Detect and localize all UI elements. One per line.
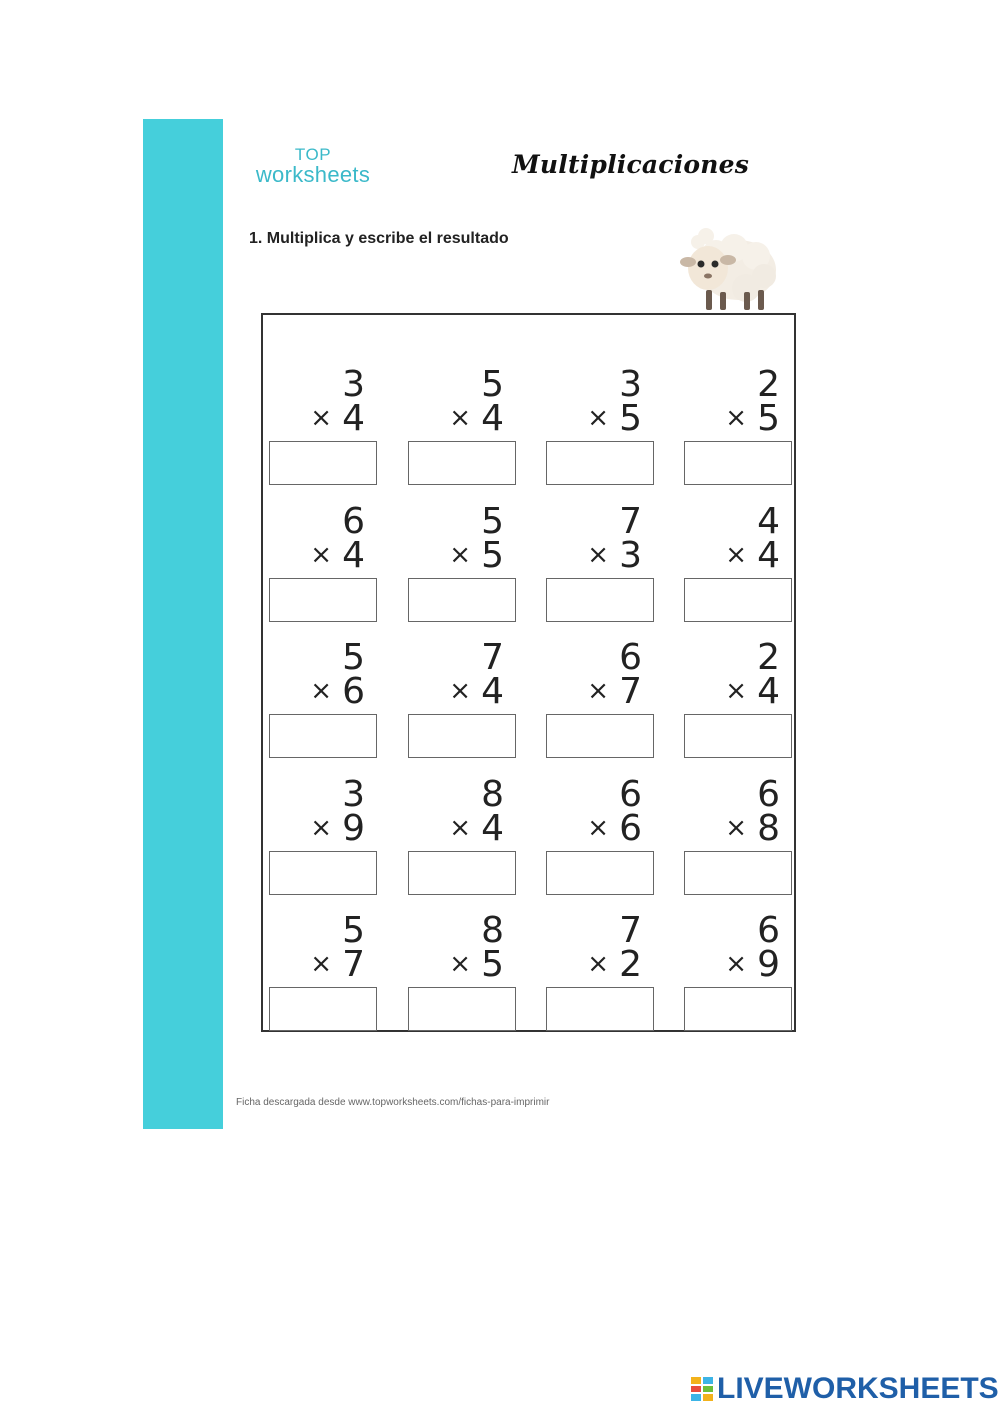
multiplier-row — [414, 671, 504, 712]
answer-input[interactable] — [684, 987, 792, 1031]
multiplicand: 5 — [481, 364, 504, 405]
multiplier: 8 — [757, 808, 780, 849]
footer-source: Ficha descargada desde www.topworksheets.com/fichas-para-imprimir — [236, 1097, 550, 1108]
times-sign: × — [310, 813, 333, 843]
multiplication-problem — [408, 452, 528, 582]
multiplication-problem — [546, 315, 666, 445]
multiplier-row — [690, 944, 780, 985]
multiplication-problem — [546, 588, 666, 718]
sheep-illustration — [676, 220, 780, 316]
multiplier: 5 — [619, 398, 642, 439]
times-sign: × — [310, 676, 333, 706]
multiplicand: 8 — [481, 910, 504, 951]
multiplicand: 6 — [342, 501, 365, 542]
times-sign: × — [449, 813, 472, 843]
times-sign: × — [587, 949, 610, 979]
multiplicand: 6 — [757, 910, 780, 951]
multiplier-row — [275, 398, 365, 439]
multiplication-problem — [684, 452, 804, 582]
multiplicand: 7 — [619, 910, 642, 951]
multiplication-problem — [546, 725, 666, 855]
multiplication-problem — [269, 725, 389, 855]
multiplier: 4 — [757, 535, 780, 576]
multiplier: 6 — [342, 671, 365, 712]
multiplier-row — [552, 671, 642, 712]
multiplication-problem — [684, 588, 804, 718]
multiplicand: 3 — [619, 364, 642, 405]
multiplier-row — [690, 535, 780, 576]
multiplicand: 5 — [342, 637, 365, 678]
multiplier: 4 — [481, 671, 504, 712]
multiplier: 9 — [757, 944, 780, 985]
times-sign: × — [449, 676, 472, 706]
multiplication-problem — [269, 588, 389, 718]
multiplier-row — [690, 671, 780, 712]
times-sign: × — [449, 949, 472, 979]
multiplier-row — [690, 808, 780, 849]
multiplier: 3 — [619, 535, 642, 576]
multiplier-row — [414, 944, 504, 985]
multiplier-row — [275, 535, 365, 576]
multiplier-row — [552, 808, 642, 849]
worksheet-title: Multiplicaciones — [512, 150, 750, 179]
multiplication-problem — [546, 452, 666, 582]
multiplier-row — [414, 398, 504, 439]
multiplicand: 3 — [342, 774, 365, 815]
times-sign: × — [587, 540, 610, 570]
multiplication-problem — [269, 861, 389, 991]
multiplication-problem — [684, 861, 804, 991]
times-sign: × — [310, 403, 333, 433]
multiplicand: 3 — [342, 364, 365, 405]
multiplication-problem — [408, 861, 528, 991]
times-sign: × — [449, 540, 472, 570]
answer-input[interactable] — [269, 987, 377, 1031]
multiplier-row — [414, 535, 504, 576]
multiplication-problem — [408, 725, 528, 855]
multiplicand: 2 — [757, 364, 780, 405]
multiplicand: 7 — [619, 501, 642, 542]
multiplier: 5 — [481, 944, 504, 985]
liveworksheets-icon — [691, 1377, 713, 1401]
multiplicand: 6 — [619, 774, 642, 815]
exercise-grid — [261, 313, 796, 1032]
multiplier-row — [552, 398, 642, 439]
multiplication-problem — [269, 315, 389, 445]
multiplication-problem — [269, 452, 389, 582]
multiplication-problem — [408, 588, 528, 718]
multiplier: 4 — [757, 671, 780, 712]
multiplier-row — [275, 944, 365, 985]
times-sign: × — [310, 540, 333, 570]
multiplicand: 7 — [481, 637, 504, 678]
multiplier: 6 — [619, 808, 642, 849]
multiplicand: 8 — [481, 774, 504, 815]
multiplier: 4 — [481, 808, 504, 849]
multiplicand: 2 — [757, 637, 780, 678]
multiplier-row — [552, 944, 642, 985]
multiplier: 5 — [757, 398, 780, 439]
multiplier-row — [275, 808, 365, 849]
liveworksheets-label: LIVEWORKSHEETS — [717, 1372, 999, 1405]
times-sign: × — [310, 949, 333, 979]
multiplier-row — [414, 808, 504, 849]
multiplication-problem — [408, 315, 528, 445]
multiplicand: 5 — [342, 910, 365, 951]
times-sign: × — [587, 813, 610, 843]
multiplier: 5 — [481, 535, 504, 576]
multiplier: 7 — [342, 944, 365, 985]
answer-input[interactable] — [546, 987, 654, 1031]
times-sign: × — [587, 403, 610, 433]
topworksheets-logo — [243, 146, 383, 186]
multiplier: 4 — [342, 398, 365, 439]
times-sign: × — [725, 403, 748, 433]
times-sign: × — [725, 676, 748, 706]
multiplier: 2 — [619, 944, 642, 985]
answer-input[interactable] — [408, 987, 516, 1031]
multiplier: 7 — [619, 671, 642, 712]
accent-side-bar — [143, 119, 223, 1129]
multiplier: 4 — [342, 535, 365, 576]
multiplier-row — [552, 535, 642, 576]
times-sign: × — [725, 949, 748, 979]
multiplication-problem — [684, 725, 804, 855]
multiplication-problem — [684, 315, 804, 445]
logo-top-text: TOP — [294, 145, 332, 164]
times-sign: × — [449, 403, 472, 433]
times-sign: × — [587, 676, 610, 706]
liveworksheets-logo[interactable] — [691, 1374, 999, 1404]
multiplier: 9 — [342, 808, 365, 849]
multiplicand: 5 — [481, 501, 504, 542]
multiplier-row — [690, 398, 780, 439]
multiplicand: 4 — [757, 501, 780, 542]
multiplier: 4 — [481, 398, 504, 439]
multiplicand: 6 — [619, 637, 642, 678]
times-sign: × — [725, 813, 748, 843]
logo-bottom-text: worksheets — [255, 162, 371, 187]
multiplier-row — [275, 671, 365, 712]
multiplication-problem — [546, 861, 666, 991]
multiplicand: 6 — [757, 774, 780, 815]
exercise-instruction: 1. Multiplica y escribe el resultado — [249, 230, 509, 247]
times-sign: × — [725, 540, 748, 570]
